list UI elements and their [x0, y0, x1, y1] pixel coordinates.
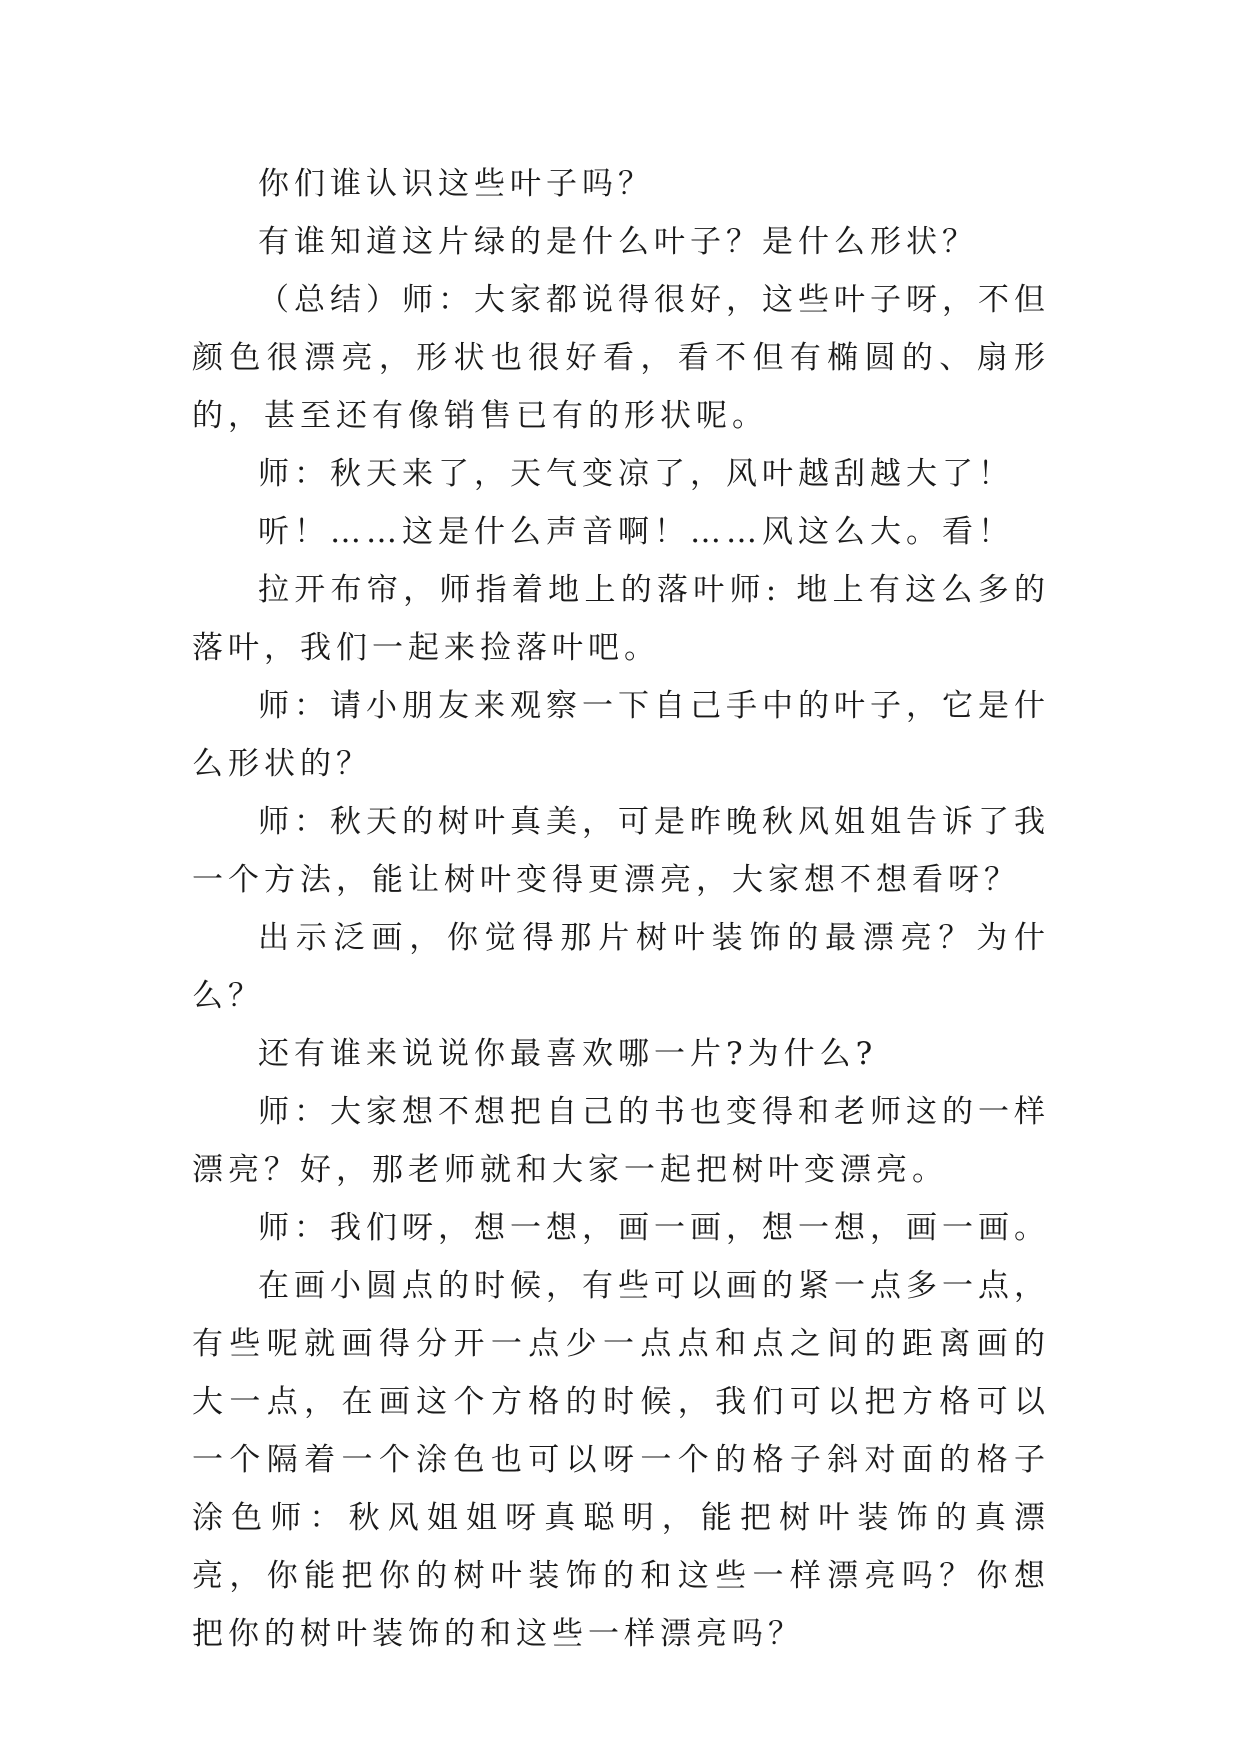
paragraph-13: 在画小圆点的时候，有些可以画的紧一点多一点，有些呢就画得分开一点少一点点和点之间的距离画的大一点，在画这个方格的时候，我们可以把方格可以一个隔着一个涂色也可以呀一个的格子斜对面的格子涂色师：秋风姐姐呀真聪明，能把树叶装饰的真漂亮，你能把你的树叶装饰的和这些一样漂亮吗？你想把你的树叶装饰的和这些一样漂亮吗？ [192, 1268, 1050, 1652]
paragraph-12: 师：我们呀，想一想，画一画，想一想，画一画。 [258, 1210, 1050, 1246]
paragraph-6: 拉开布帘，师指着地上的落叶师: 地上有这么多的落叶，我们一起来捡落叶吧。 [192, 572, 1050, 666]
paragraph-11: 师：大家想不想把自己的书也变得和老师这的一样漂亮？好，那老师就和大家一起把树叶变漂亮。 [192, 1094, 1050, 1188]
paragraph-8: 师：秋天的树叶真美，可是昨晚秋风姐姐告诉了我一个方法，能让树叶变得更漂亮，大家想不想看呀？ [192, 804, 1050, 898]
paragraph-9: 出示泛画，你觉得那片树叶装饰的最漂亮？为什么？ [192, 920, 1050, 1014]
paragraph-5: 听！……这是什么声音啊！……风这么大。看！ [258, 514, 1014, 550]
paragraph-4: 师：秋天来了，天气变凉了，风叶越刮越大了！ [258, 456, 1014, 492]
paragraph-1: 你们谁认识这些叶子吗？ [258, 166, 654, 202]
paragraph-10: 还有谁来说说你最喜欢哪一片?为什么? [258, 1036, 878, 1072]
paragraph-2: 有谁知道这片绿的是什么叶子？是什么形状？ [258, 224, 978, 260]
paragraph-7: 师：请小朋友来观察一下自己手中的叶子，它是什么形状的？ [192, 688, 1050, 782]
paragraph-3: （总结）师：大家都说得很好，这些叶子呀，不但颜色很漂亮，形状也很好看，看不但有椭圆的、扇形的，甚至还有像销售已有的形状呢。 [192, 282, 1050, 434]
document-body [192, 155, 1050, 1663]
